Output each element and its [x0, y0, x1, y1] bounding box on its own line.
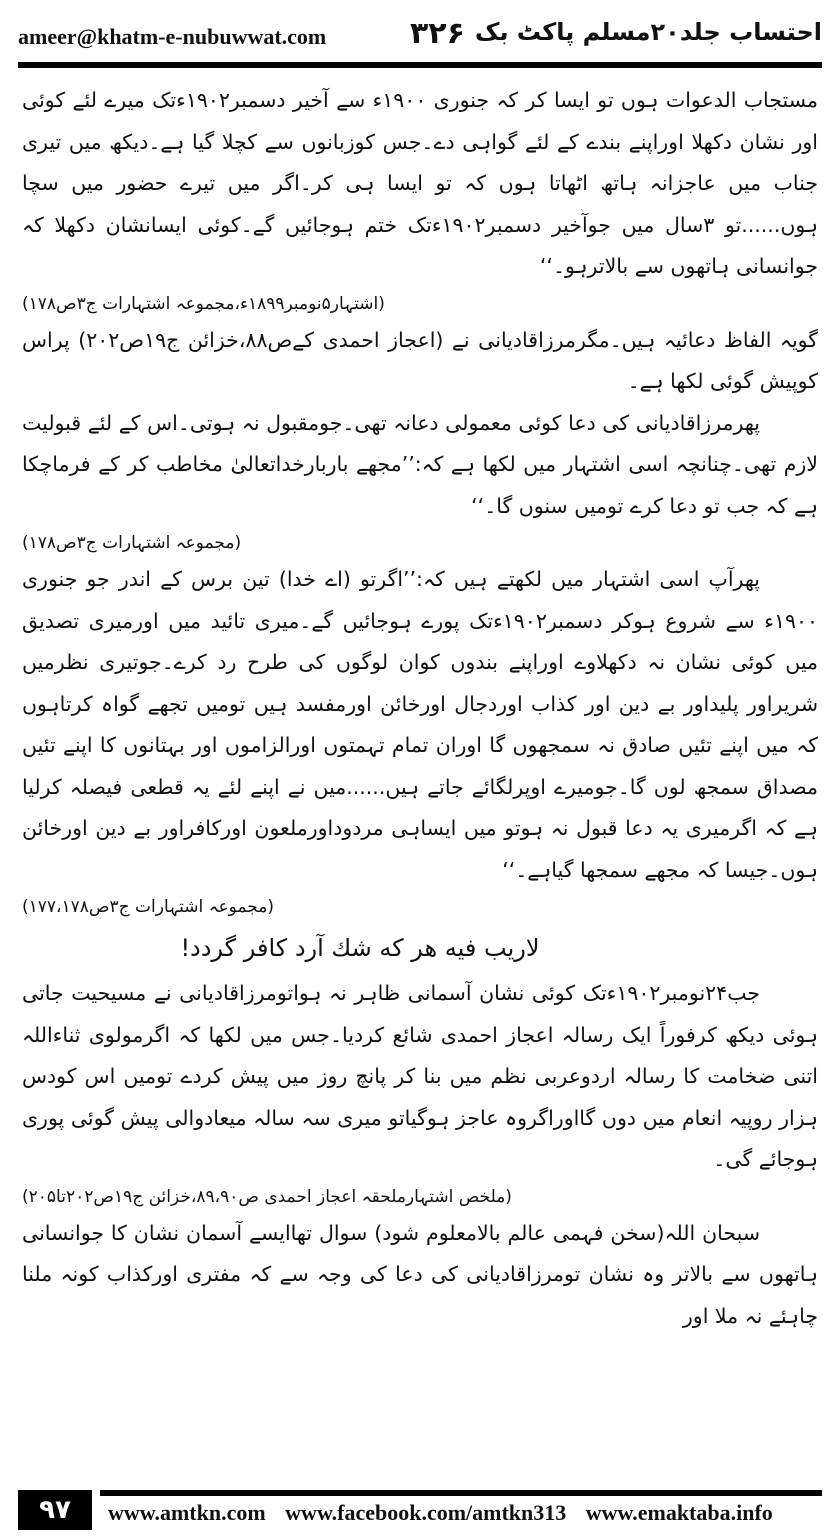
- paragraph-4: پھرآپ اسی اشتہار میں لکھتے ہیں کہ:’’اگرتو (اے خدا) تین برس کے اندر جو جنوری ۱۹۰۰ء سے شروع ہوکر دسمبر۱۹۰۲ءتک پورے ہوجائیں گے۔میری تائید میں اورمیری تصدیق میں کوئی نشان نہ دکھلاوے اوراپنے بندوں کوان لوگوں کی طرح رد کرے۔جوتیری نظرمیں شریراور پلیداور بے دین اور کذاب اوردجال اورخائن اورمفسد ہیں تومیں تجھے گواہ کرتاہوں کہ میں اپنے تئیں صادق نہ سمجھوں گا اوران تمام تہمتوں اورالزاموں اور بہتانوں کا اپنے تئیں مصداق سمجھ لوں گا۔جومیرے اوپرلگائے جاتے ہیں......میں نے اپنے لئے یہ قطعی فیصلہ کرلیا ہے کہ اگرمیری یہ دعا قبول نہ ہوتو میں ایساہی مردوداورملعون اورکافراور بے دین اورخائن ہوں۔جیسا کہ مجھے سمجھا گیاہے۔‘‘: [22, 567, 818, 882]
- persian-verse: لاریب فیه هر که شك آرد کافر گردد!: [180, 934, 540, 962]
- paragraph-2: گویہ الفاظ دعائیہ ہیں۔مگرمرزاقادیانی نے (اعجاز احمدی کےص۸۸،خزائن ج۱۹ص۲۰۲) پراس کوپیش گوئی لکھا ہے۔: [22, 327, 818, 393]
- footer-link-facebook[interactable]: www.facebook.com/amtkn313: [285, 1500, 567, 1525]
- reference-4: (ملخص اشتہارملحقہ اعجاز احمدی ص۸۹،۹۰،خزائن ج۱۹ص۲۰۲تا۲۰۵): [22, 1186, 512, 1207]
- footer-links: [108, 1500, 822, 1526]
- reference-3: (مجموعہ اشتہارات ج۳ص۱۷۷،۱۷۸): [22, 897, 275, 917]
- paragraph-1: مستجاب الدعوات ہوں تو ایسا کر کہ جنوری ۱۹۰۰ء سے آخیر دسمبر۱۹۰۲ءتک میرے لئے کوئی اور نشان دکھلا اوراپنے بندے کے لئے گواہی دے۔جس کوزبانوں سے کچلا گیا ہے۔دیکھ میں تیری جناب میں عاجزانہ ہاتھ اٹھاتا ہوں کہ تو ایسا ہی کر۔اگر میں تیرے حضور میں سچا ہوں......تو ۳سال میں جوآخیر دسمبر۱۹۰۲ءتک ختم ہوجائیں گے۔کوئی ایسانشان دکھلا کہ جوانسانی ہاتھوں سے بالاترہو۔‘‘: [22, 88, 818, 278]
- paragraph-3: پھرمرزاقادیانی کی دعا کوئی معمولی دعانہ تھی۔جومقبول نہ ہوتی۔اس کے لئے قبولیت لازم تھی۔چنانچہ اسی اشتہار میں لکھا ہے کہ:’’مجھے باربارخداتعالیٰ مخاطب کر کے فرماچکا ہے کہ جب تو دعا کرے تومیں سنوں گا۔‘‘: [22, 410, 818, 518]
- reference-1: (اشتہار۵نومبر۱۸۹۹ء،مجموعہ اشتہارات ج۳ص۱۷۸): [22, 293, 385, 314]
- footer-link-emaktaba[interactable]: www.emaktaba.info: [585, 1500, 773, 1525]
- paragraph-6: سبحان اللہ(سخن فہمی عالم بالامعلوم شود) سوال تھاایسے آسمان نشان کا جوانسانی ہاتھوں سے بالاتر وہ نشان تومرزاقادیانی کی دعا کی وجہ سے کہ مفتری اورکذاب کونہ ملنا چاہئے نہ ملا اور: [22, 1220, 818, 1328]
- header-email[interactable]: ameer@khatm-e-nubuwwat.com: [18, 24, 327, 49]
- page-footer: [18, 1490, 822, 1532]
- header-book-title: احتساب جلد۲۰مسلم پاکٹ بک: [474, 18, 822, 46]
- page-header: [18, 14, 822, 58]
- header-rule: [18, 62, 822, 68]
- footer-folio: ۹۷: [18, 1490, 92, 1530]
- header-page-number: ۳۲۶: [410, 16, 465, 51]
- page-body: [22, 80, 818, 1337]
- footer-link-amtkn[interactable]: www.amtkn.com: [108, 1500, 266, 1525]
- footer-rule: [100, 1490, 822, 1496]
- reference-2: (مجموعہ اشتہارات ج۳ص۱۷۸): [22, 533, 242, 553]
- paragraph-5: جب۲۴نومبر۱۹۰۲ءتک کوئی نشان آسمانی ظاہر نہ ہواتومرزاقادیانی نے مسیحیت جاتی ہوئی دیکھ کرفوراً ایک رسالہ اعجاز احمدی شائع کردیا۔جس میں لکھا کہ اگرمولوی ثناءاللہ اتنی ضخامت کا رسالہ اردوعربی نظم میں بنا کر پانچ روز میں پیش کردے تومیں اس کودس ہزار روپیہ انعام میں دوں گااوراگروہ عاجز ہوگیاتو میری سہ سالہ میعادوالی پیش گوئی پوری ہوجائے گی۔: [22, 981, 818, 1171]
